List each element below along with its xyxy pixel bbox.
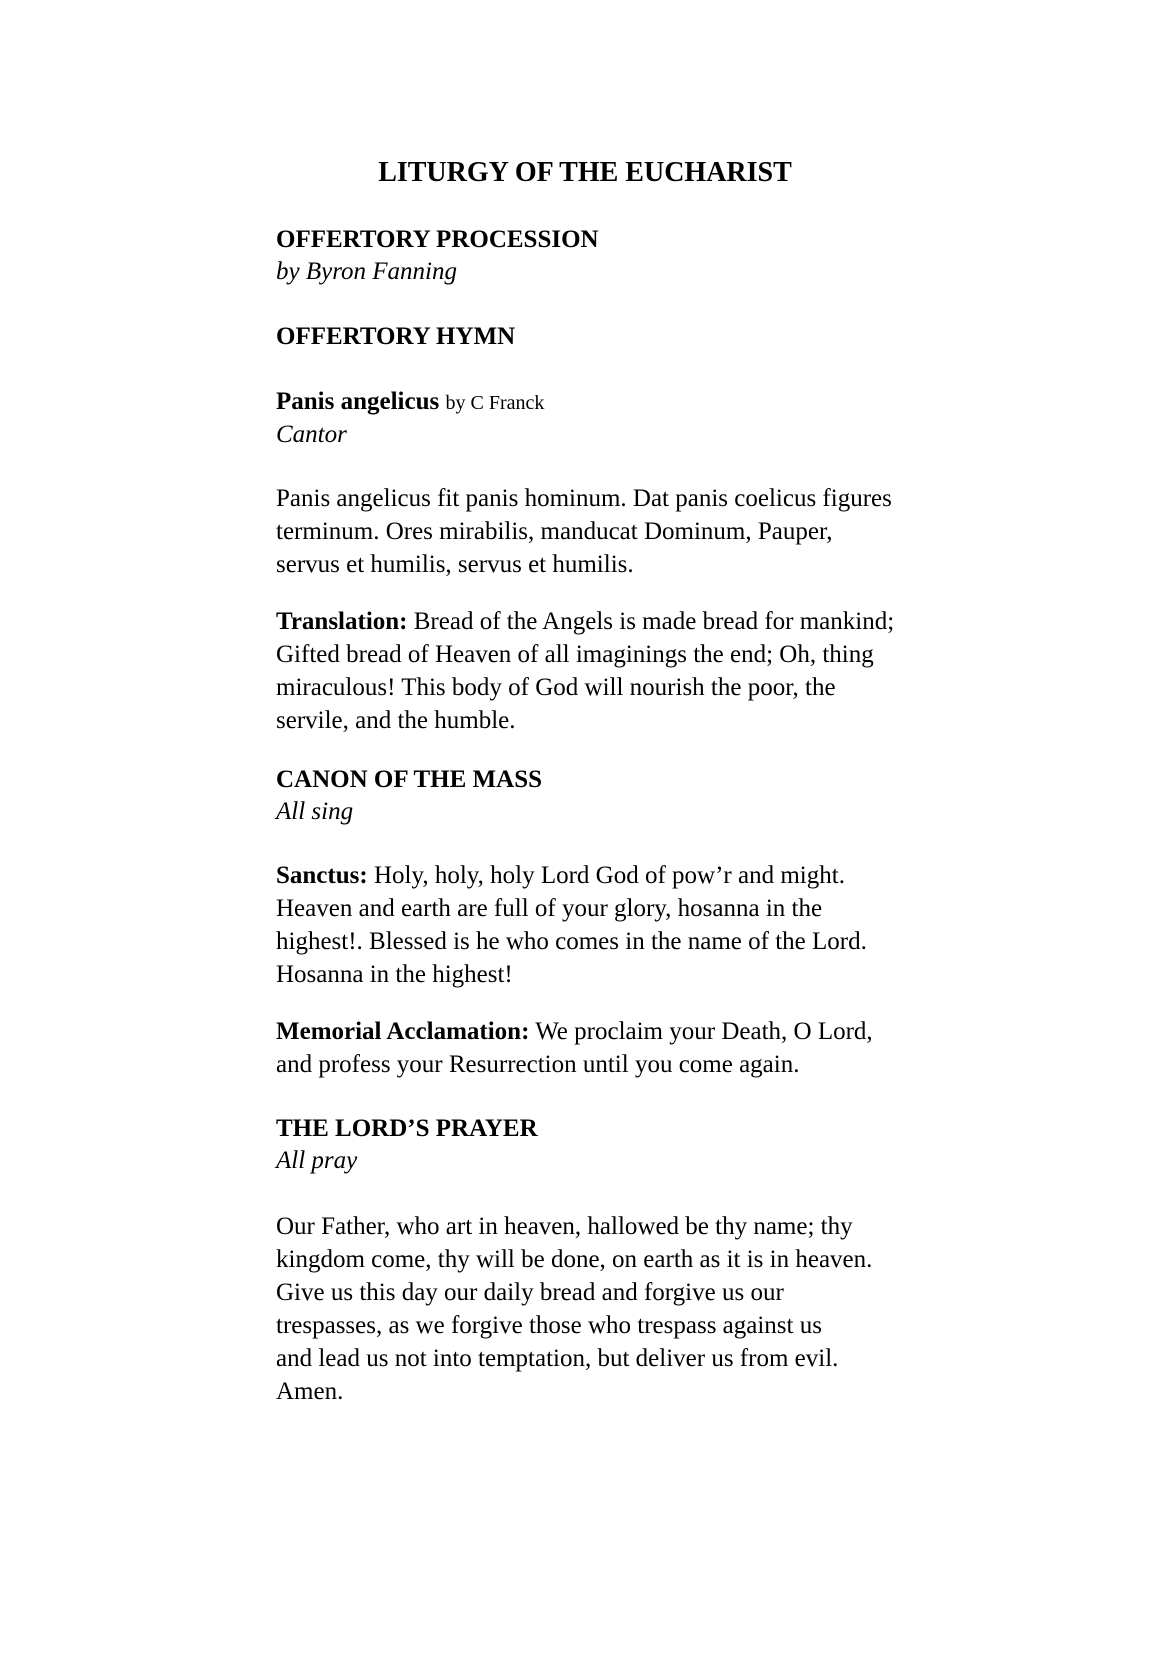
hymn-composer: by C Franck xyxy=(445,392,545,414)
lords-prayer-section xyxy=(276,1113,1016,1177)
latin-paragraph xyxy=(276,482,1016,581)
translation-label: Translation: xyxy=(276,608,408,635)
prayer-line: Amen. xyxy=(276,1378,344,1405)
latin-line: Panis angelicus fit panis hominum. Dat panis coelicus figures xyxy=(276,485,892,512)
lords-prayer-text xyxy=(276,1210,1016,1408)
sanctus-line: Heaven and earth are full of your glory, hosanna in the xyxy=(276,895,823,922)
memorial-text: We proclaim your Death, O Lord, xyxy=(529,1018,873,1045)
prayer-line: and lead us not into temptation, but deliver us from evil. xyxy=(276,1345,839,1372)
memorial-line xyxy=(276,1015,1016,1048)
offertory-procession-heading: OFFERTORY PROCESSION xyxy=(276,226,599,253)
hymn-title-line xyxy=(276,386,1016,419)
sanctus-line: Hosanna in the highest! xyxy=(276,961,513,988)
hymn-title-block xyxy=(276,386,1016,451)
lords-prayer-instruction: All pray xyxy=(276,1147,358,1174)
prayer-line: kingdom come, thy will be done, on earth as it is in heaven. xyxy=(276,1246,873,1273)
prayer-line: trespasses, as we forgive those who trespass against us xyxy=(276,1312,822,1339)
offertory-procession-byline: by Byron Fanning xyxy=(276,258,457,285)
hymn-performer: Cantor xyxy=(276,421,347,448)
sanctus-label: Sanctus: xyxy=(276,862,368,889)
canon-section xyxy=(276,764,1016,828)
canon-heading: CANON OF THE MASS xyxy=(276,766,543,793)
sanctus-line xyxy=(276,859,1016,892)
sanctus-block xyxy=(276,859,1016,991)
lords-prayer-heading: THE LORD’S PRAYER xyxy=(276,1115,538,1142)
prayer-line: Our Father, who art in heaven, hallowed be thy name; thy xyxy=(276,1213,853,1240)
translation-line xyxy=(276,605,1016,638)
memorial-paragraph xyxy=(276,1015,1016,1081)
sanctus-text: Holy, holy, holy Lord God of pow’r and might. xyxy=(367,862,845,889)
latin-line: terminum. Ores mirabilis, manducat Dominum, Pauper, xyxy=(276,518,833,545)
sanctus-paragraph xyxy=(276,859,1016,991)
memorial-acclamation-block xyxy=(276,1015,1016,1081)
translation-line: miraculous! This body of God will nourish the poor, the xyxy=(276,674,836,701)
canon-instruction: All sing xyxy=(276,798,354,825)
page-title: LITURGY OF THE EUCHARIST xyxy=(378,157,792,188)
offertory-hymn-section xyxy=(276,321,1016,353)
translation-text: Bread of the Angels is made bread for mankind; xyxy=(407,608,895,635)
sanctus-line: highest!. Blessed is he who comes in the name of the Lord. xyxy=(276,928,867,955)
hymn-latin-text xyxy=(276,482,1016,581)
latin-line: servus et humilis, servus et humilis. xyxy=(276,551,634,578)
translation-line: Gifted bread of Heaven of all imaginings the end; Oh, thing xyxy=(276,641,874,668)
memorial-line: and profess your Resurrection until you come again. xyxy=(276,1051,800,1078)
prayer-line: Give us this day our daily bread and forgive us our xyxy=(276,1279,784,1306)
hymn-translation xyxy=(276,605,1016,737)
translation-line: servile, and the humble. xyxy=(276,707,516,734)
offertory-hymn-heading: OFFERTORY HYMN xyxy=(276,323,516,350)
hymn-title: Panis angelicus xyxy=(276,388,440,415)
offertory-procession-section xyxy=(276,224,1016,288)
lords-prayer-paragraph xyxy=(276,1210,1016,1408)
memorial-label: Memorial Acclamation: xyxy=(276,1018,530,1045)
translation-paragraph xyxy=(276,605,1016,737)
